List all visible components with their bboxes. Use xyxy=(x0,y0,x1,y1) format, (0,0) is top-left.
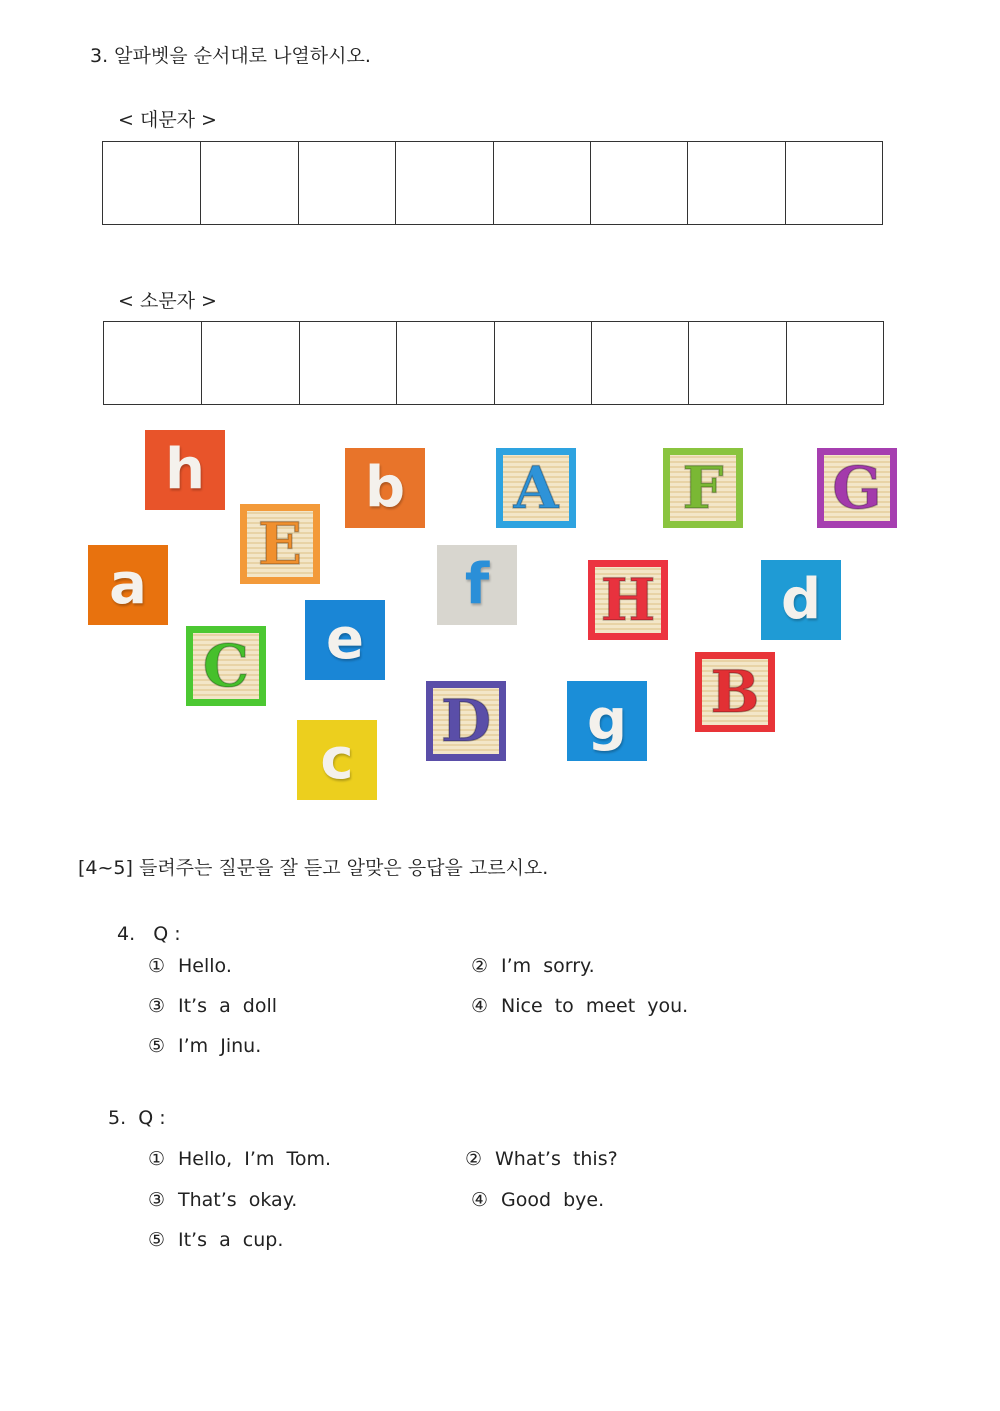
q5-option-5[interactable] xyxy=(148,1231,283,1250)
lowercase-answer-grid xyxy=(103,321,884,405)
option-number: ⑤ xyxy=(148,1229,166,1251)
option-text: Hello. xyxy=(178,955,232,977)
question-3-title: 3. 알파벳을 순서대로 나열하시오. xyxy=(90,45,371,67)
answer-cell[interactable] xyxy=(395,142,492,224)
section-4-5-instructions: [4~5] 들려주는 질문을 잘 듣고 알맞은 응답을 고르시오. xyxy=(78,857,549,879)
letter-block-a[interactable] xyxy=(88,545,168,625)
option-number: ③ xyxy=(148,995,166,1017)
answer-cell[interactable] xyxy=(201,322,298,404)
option-text: It’s a doll xyxy=(178,995,278,1017)
letter-block-B[interactable] xyxy=(695,652,775,732)
answer-cell[interactable] xyxy=(396,322,493,404)
letter-block-f[interactable] xyxy=(437,545,517,625)
block-letter: F xyxy=(682,454,724,522)
q5-option-3[interactable] xyxy=(148,1191,297,1210)
option-number: ④ xyxy=(471,995,489,1017)
letter-block-H[interactable] xyxy=(588,560,668,640)
letter-block-g[interactable] xyxy=(567,681,647,761)
letter-block-E[interactable] xyxy=(240,504,320,584)
block-letter: D xyxy=(440,687,492,755)
letter-block-A[interactable] xyxy=(496,448,576,528)
block-letter: c xyxy=(320,727,354,792)
answer-cell[interactable] xyxy=(103,142,200,224)
letter-block-d[interactable] xyxy=(761,560,841,640)
answer-cell[interactable] xyxy=(494,322,591,404)
option-text: That’s okay. xyxy=(178,1189,298,1211)
block-letter: G xyxy=(832,454,882,522)
block-letter: f xyxy=(464,552,490,617)
lowercase-label: < 소문자 > xyxy=(118,290,217,312)
block-letter: b xyxy=(364,455,406,520)
block-letter: g xyxy=(586,688,628,753)
question-5-label: 5. Q : xyxy=(108,1107,166,1129)
letter-block-C[interactable] xyxy=(186,626,266,706)
q4-option-3[interactable] xyxy=(148,997,277,1016)
option-text: I’m sorry. xyxy=(501,955,595,977)
block-letter: h xyxy=(165,437,205,502)
block-letter: a xyxy=(109,552,147,617)
option-number: ② xyxy=(471,955,489,977)
block-letter: B xyxy=(710,658,760,726)
q4-option-1[interactable] xyxy=(148,957,232,976)
letter-block-c[interactable] xyxy=(297,720,377,800)
q5-option-1[interactable] xyxy=(148,1150,331,1169)
option-text: Hello, I’m Tom. xyxy=(178,1148,332,1170)
block-letter: H xyxy=(600,566,656,634)
answer-cell[interactable] xyxy=(200,142,297,224)
block-letter: d xyxy=(780,567,822,632)
block-letter: A xyxy=(513,454,559,522)
block-letter: e xyxy=(326,607,364,672)
option-number: ② xyxy=(465,1148,483,1170)
uppercase-label: < 대문자 > xyxy=(118,109,217,131)
letter-block-b[interactable] xyxy=(345,448,425,528)
answer-cell[interactable] xyxy=(591,322,688,404)
answer-cell[interactable] xyxy=(786,322,883,404)
q5-option-2[interactable] xyxy=(465,1150,618,1169)
letter-block-G[interactable] xyxy=(817,448,897,528)
block-letter: E xyxy=(257,510,303,578)
option-number: ① xyxy=(148,955,166,977)
option-text: Nice to meet you. xyxy=(501,995,689,1017)
q5-option-4[interactable] xyxy=(471,1191,604,1210)
answer-cell[interactable] xyxy=(688,322,785,404)
answer-cell[interactable] xyxy=(104,322,201,404)
option-text: It’s a cup. xyxy=(178,1229,284,1251)
answer-cell[interactable] xyxy=(590,142,687,224)
question-4-label: 4. Q : xyxy=(117,923,181,945)
block-letter: C xyxy=(202,632,250,700)
option-number: ① xyxy=(148,1148,166,1170)
answer-cell[interactable] xyxy=(298,142,395,224)
answer-cell[interactable] xyxy=(299,322,396,404)
option-number: ④ xyxy=(471,1189,489,1211)
answer-cell[interactable] xyxy=(687,142,784,224)
letter-block-e[interactable] xyxy=(305,600,385,680)
answer-cell[interactable] xyxy=(493,142,590,224)
q4-option-2[interactable] xyxy=(471,957,595,976)
answer-cell[interactable] xyxy=(785,142,882,224)
option-number: ⑤ xyxy=(148,1035,166,1057)
q4-option-4[interactable] xyxy=(471,997,688,1016)
option-text: Good bye. xyxy=(501,1189,605,1211)
letter-block-h[interactable] xyxy=(145,430,225,510)
uppercase-answer-grid xyxy=(102,141,883,225)
q4-option-5[interactable] xyxy=(148,1037,261,1056)
letter-block-F[interactable] xyxy=(663,448,743,528)
option-number: ③ xyxy=(148,1189,166,1211)
option-text: What’s this? xyxy=(495,1148,618,1170)
letter-block-D[interactable] xyxy=(426,681,506,761)
option-text: I’m Jinu. xyxy=(178,1035,262,1057)
